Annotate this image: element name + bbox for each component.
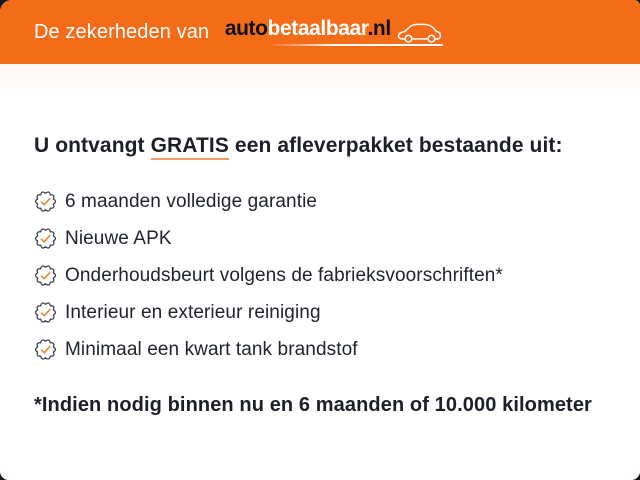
footnote: *Indien nodig binnen nu en 6 maanden of 10.000 kilometer — [34, 394, 592, 416]
road-underline — [269, 44, 443, 46]
badge-check-icon — [34, 338, 57, 361]
header-banner — [0, 0, 640, 64]
title-highlight: GRATIS — [151, 134, 229, 160]
title-pre: U ontvangt — [34, 134, 151, 157]
list-item — [34, 301, 606, 324]
logo-text-auto: auto — [224, 16, 268, 40]
header-label: De zekerheden van — [34, 20, 215, 43]
badge-check-icon — [34, 264, 57, 287]
brand-logo — [225, 16, 443, 48]
content-area — [0, 64, 640, 480]
logo-text — [225, 17, 391, 40]
list-item — [34, 227, 606, 250]
list-item-label: 6 maanden volledige garantie — [65, 190, 318, 212]
list-item-label: Onderhoudsbeurt volgens de fabrieksvoorschriften* — [65, 264, 503, 286]
benefits-list — [34, 190, 606, 361]
list-item-label: Nieuwe APK — [65, 227, 172, 249]
list-item — [34, 338, 606, 361]
list-item — [34, 264, 606, 287]
car-icon — [396, 16, 443, 44]
list-item-label: Minimaal een kwart tank brandstof — [65, 338, 358, 360]
badge-check-icon — [34, 301, 57, 324]
logo-text-betaalbaar: betaalbaar — [267, 16, 368, 40]
badge-check-icon — [34, 227, 57, 250]
badge-check-icon — [34, 190, 57, 213]
list-item — [34, 190, 606, 213]
title-post: een afleverpakket bestaande uit: — [228, 134, 563, 157]
list-item-label: Interieur en exterieur reiniging — [65, 301, 321, 323]
page-title — [34, 132, 606, 159]
logo-text-nl: .nl — [367, 16, 391, 40]
